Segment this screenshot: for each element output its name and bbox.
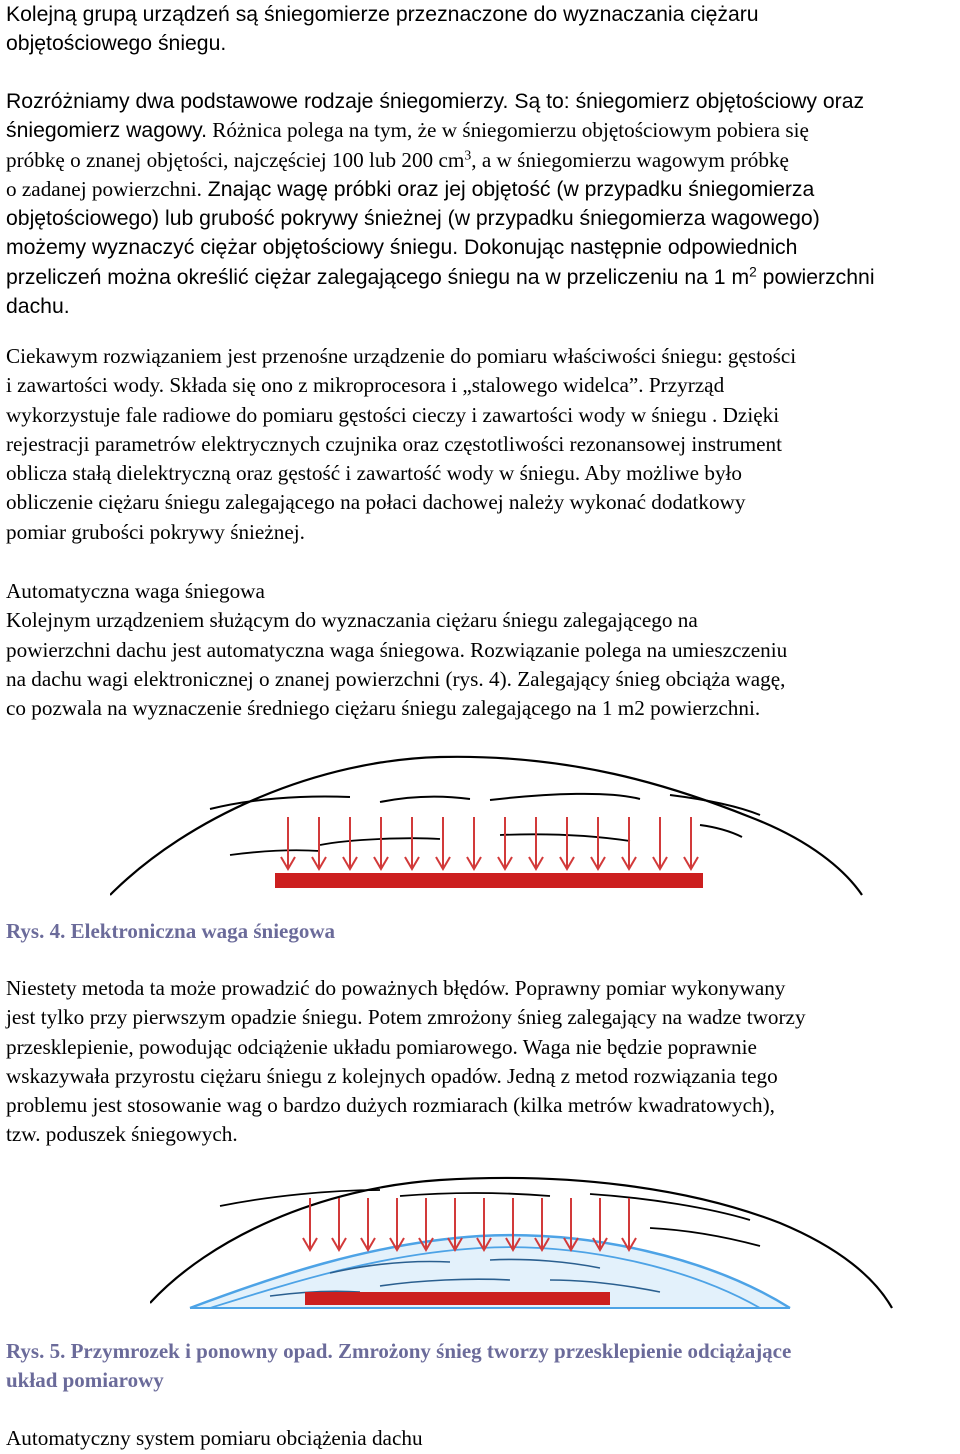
text-line: Ciekawym rozwiązaniem jest przenośne urządzenie do pomiaru właściwości śniegu: gęstości (6, 344, 797, 368)
figure-frost-and-new-snowfall (150, 1168, 900, 1318)
text-line: przesklepienie, powodując odciążenie układu pomiarowego. Waga nie będzie poprawnie (6, 1034, 757, 1059)
text-line: tzw. poduszek śniegowych. (6, 1122, 238, 1147)
text-line: problemu jest stosowanie wag o bardzo dużych rozmiarach (kilka metrów kwadratowych), (6, 1093, 775, 1118)
text-line: pomiar grubości pokrywy śnieżnej. (6, 519, 305, 544)
snow-layer-line (590, 1194, 750, 1220)
text-line: oblicza stałą dielektryczną oraz gęstość i zawartość wody w śniegu. Aby możliwe było (6, 461, 743, 486)
text-line: i zawartości wody. Składa się ono z mikroprocesora i „stalowego widelca”. Przyrząd (6, 373, 725, 398)
text-line: objętościowego śniegu. (6, 32, 227, 56)
snow-layer-line (210, 797, 350, 810)
text-line: o zadanej powierzchni. Znając wagę próbki oraz jej objętość (w przypadku śniegomierza (6, 176, 815, 201)
snow-layer-line (400, 1193, 550, 1196)
text-line: Rozróżniamy dwa podstawowe rodzaje śniegomierzy. Są to: śniegomierz objętościowy oraz (6, 90, 865, 113)
text-line: Kolejną grupą urządzeń są śniegomierze przeznaczone do wyznaczania ciężaru (6, 3, 759, 26)
text-line: wskazywała przyrostu ciężaru śniegu z kolejnych opadów. Jedną z metod rozwiązania tego (6, 1063, 778, 1088)
text-line: dachu. (6, 295, 70, 319)
scale-plate (305, 1292, 610, 1305)
section-heading: Automatyczna waga śniegowa (6, 579, 265, 603)
figure-5-caption (6, 1337, 791, 1395)
text-line: Niestety metoda ta może prowadzić do poważnych błędów. Poprawny pomiar wykonywany (6, 976, 786, 1000)
snow-layer-line (380, 797, 470, 802)
scale-plate (275, 873, 703, 888)
figure-4-caption: Rys. 4. Elektroniczna waga śniegowa (6, 919, 336, 943)
text-line: możemy wyznaczyć ciężar objętościowy śniegu. Dokonując następnie odpowiednich (6, 236, 798, 260)
snow-layer-line (490, 794, 640, 800)
paragraph-snow-gauges (6, 87, 956, 321)
text-line: objętościowego) lub grubość pokrywy śnieżnej (w przypadku śniegomierza wagowego) (6, 207, 820, 231)
figure-electronic-snow-scale (110, 755, 870, 905)
section-heading-roof-load-system: Automatyczny system pomiaru obciążenia dachu (6, 1426, 423, 1450)
text-line: próbkę o znanej objętości, najczęściej 100 lub 200 $cm^3$, a w śniegomierzu wagowym próbkę (6, 147, 789, 172)
text-line: Kolejnym urządzeniem służącym do wyznaczania ciężaru śniegu zalegającego na (6, 608, 698, 633)
text-line: rejestracji parametrów elektrycznych czujnika oraz częstotliwości rezonansowej instrument (6, 431, 782, 456)
caption-line: Rys. 5. Przymrozek i ponowny opad. Zmrożony śnieg tworzy przesklepienie odciążające (6, 1339, 792, 1363)
paragraph-automatic-scale (6, 577, 956, 723)
paragraph-portable-device (6, 342, 956, 547)
text-line: wykorzystuje fale radiowe do pomiaru gęstości cieczy i zawartości wody w śniegu . Dzięki (6, 402, 780, 427)
text-line: powierzchni dachu jest automatyczna waga śniegowa. Rozwiązanie polega na umieszczeniu (6, 637, 788, 662)
snow-layer-line (700, 825, 742, 837)
snow-layer-line (500, 834, 630, 841)
text-line: na dachu wagi elektronicznej o znanej powierzchni (rys. 4). Zalegający śnieg obciąża wagę, (6, 666, 786, 691)
paragraph-measurement-errors (6, 974, 956, 1150)
text-line: śniegomierz wagowy. Różnica polega na tym, że w śniegomierzu objętościowym pobiera się (6, 118, 809, 143)
caption-line: układ pomiarowy (6, 1368, 164, 1392)
snow-layer-line (650, 1228, 760, 1246)
text-line: obliczenie ciężaru śniegu zalegającego na połaci dachowej należy wykonać dodatkowy (6, 490, 746, 515)
snow-layer-line (670, 795, 760, 815)
text-line: jest tylko przy pierwszym opadzie śniegu. Potem zmrożony śnieg zalegający na wadze tworzy (6, 1005, 806, 1030)
paragraph-intro (6, 0, 956, 59)
text-line: przeliczeń można określić ciężar zalegającego śniegu na w przeliczeniu na 1 $m^2$ powierzchni (6, 264, 875, 289)
text-line: co pozwala na wyznaczenie średniego ciężaru śniegu zalegającego na 1 m2 powierzchni. (6, 696, 761, 721)
snow-layer-line (230, 850, 320, 855)
